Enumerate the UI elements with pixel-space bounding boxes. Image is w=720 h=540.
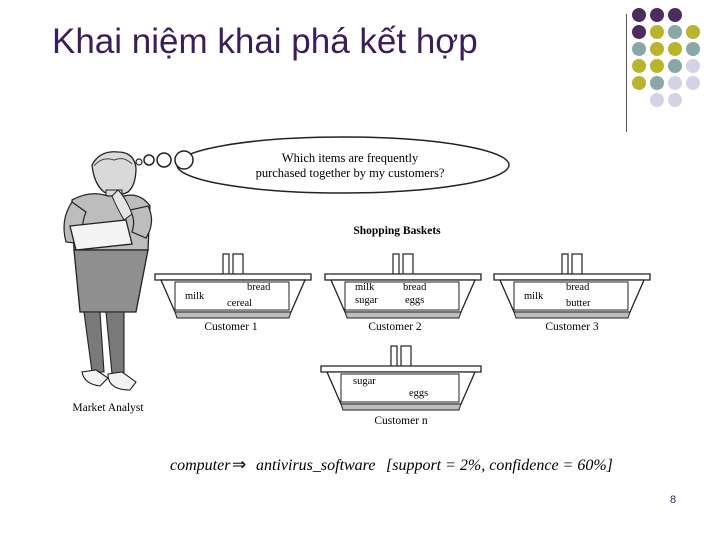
customer-label: Customer 1	[204, 321, 258, 333]
customer-label: Customer 2	[368, 321, 422, 333]
baskets-heading: Shopping Baskets	[353, 225, 441, 237]
thought-line-2: purchased together by my customers?	[255, 166, 445, 180]
basket-item: milk	[524, 291, 544, 302]
basket-item: bread	[566, 282, 590, 293]
basket-item: milk	[185, 291, 205, 302]
basket-item: sugar	[355, 295, 378, 306]
basket-item: bread	[403, 282, 427, 293]
basket-item: sugar	[353, 376, 376, 387]
slide-number: 8	[670, 494, 677, 506]
basket-item: cereal	[227, 298, 253, 309]
slide-title: Khai niệm khai phá kết hợp	[52, 22, 478, 61]
rule-consequent: antivirus_software	[256, 457, 376, 474]
thought-line-1: Which items are frequently	[281, 151, 419, 165]
basket-customer-3	[494, 254, 650, 333]
rule-metrics: [support = 2%, confidence = 60%]	[386, 457, 613, 474]
thought-bubble	[136, 137, 509, 193]
analyst-label: Market Analyst	[72, 402, 144, 414]
basket-customer-2	[325, 254, 481, 333]
basket-item: eggs	[405, 295, 425, 306]
basket-item: eggs	[409, 388, 429, 399]
basket-item: milk	[355, 282, 375, 293]
customer-label: Customer n	[374, 415, 428, 427]
basket-item: bread	[247, 282, 271, 293]
rule-arrow: ⇒	[232, 455, 247, 474]
rule-antecedent: computer	[170, 457, 231, 474]
market-analyst-figure	[64, 152, 152, 414]
association-rule	[170, 455, 613, 474]
basket-customer-n	[321, 346, 481, 427]
customer-label: Customer 3	[545, 321, 599, 333]
basket-customer-1	[155, 254, 311, 333]
basket-item: butter	[566, 298, 591, 309]
